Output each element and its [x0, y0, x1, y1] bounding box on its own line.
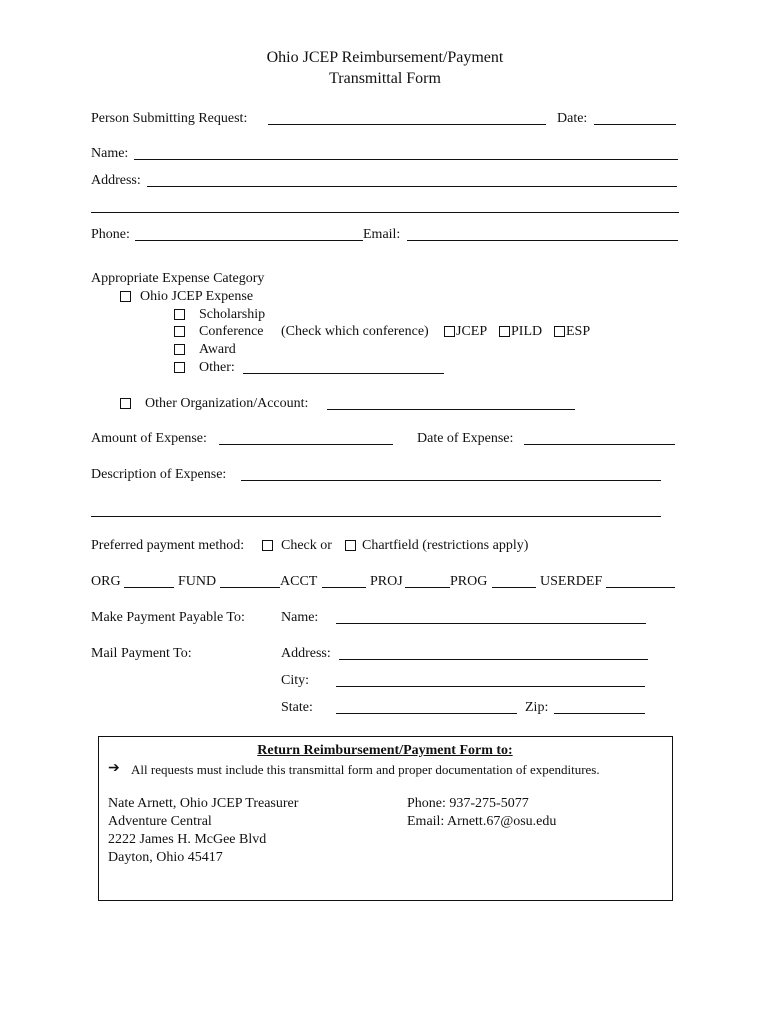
proj-field[interactable] — [405, 587, 450, 588]
ohio-jcep-expense-checkbox[interactable] — [120, 291, 131, 302]
email-field[interactable] — [407, 240, 678, 241]
contact-organization: Adventure Central — [108, 814, 212, 829]
contact-phone: Phone: 937-275-5077 — [407, 796, 529, 811]
address-label: Address: — [91, 173, 141, 188]
userdef-label: USERDEF — [540, 574, 603, 589]
contact-name: Nate Arnett, Ohio JCEP Treasurer — [108, 796, 299, 811]
payable-name-label: Name: — [281, 610, 319, 625]
payable-to-label: Make Payment Payable To: — [91, 610, 245, 625]
arrow-icon: ➔ — [108, 761, 120, 776]
check-which-conference-label: (Check which conference) — [281, 324, 429, 339]
phone-field[interactable] — [135, 240, 363, 241]
scholarship-checkbox[interactable] — [174, 309, 185, 320]
city-label: City: — [281, 673, 310, 688]
person-submitting-label: Person Submitting Request: — [91, 111, 248, 126]
pild-label: PILD — [511, 324, 543, 339]
name-label: Name: — [91, 146, 129, 161]
esp-label: ESP — [566, 324, 591, 339]
fund-label: FUND — [178, 574, 217, 589]
proj-label: PROJ — [370, 574, 403, 589]
org-label: ORG — [91, 574, 121, 589]
check-payment-checkbox[interactable] — [262, 540, 273, 551]
form-title-line1: Ohio JCEP Reimbursement/Payment — [266, 49, 504, 66]
conference-checkbox[interactable] — [174, 326, 185, 337]
contact-street: 2222 James H. McGee Blvd — [108, 832, 267, 847]
state-label: State: — [281, 700, 313, 715]
description-of-expense-label: Description of Expense: — [91, 467, 227, 482]
other-checkbox[interactable] — [174, 362, 185, 373]
preferred-payment-label: Preferred payment method: — [91, 538, 245, 553]
conference-label: Conference — [199, 324, 264, 339]
return-box-note: All requests must include this transmittal form and proper documentation of expenditures. — [131, 762, 600, 777]
other-label: Other: — [199, 360, 235, 375]
mail-address-label: Address: — [281, 646, 331, 661]
return-box-heading: Return Reimbursement/Payment Form to: — [257, 743, 513, 758]
jcep-label: JCEP — [456, 324, 488, 339]
contact-city: Dayton, Ohio 45417 — [108, 850, 223, 865]
prog-label: PROG — [450, 574, 488, 589]
prog-field[interactable] — [492, 587, 536, 588]
chartfield-checkbox[interactable] — [345, 540, 356, 551]
other-organization-checkbox[interactable] — [120, 398, 131, 409]
date-label: Date: — [557, 111, 588, 126]
jcep-checkbox[interactable] — [444, 326, 455, 337]
city-field[interactable] — [336, 686, 645, 687]
other-organization-field[interactable] — [327, 409, 575, 410]
acct-label: ACCT — [280, 574, 318, 589]
name-field[interactable] — [134, 159, 678, 160]
email-label: Email: — [363, 227, 401, 242]
zip-label: Zip: — [525, 700, 549, 715]
description-of-expense-field[interactable] — [241, 480, 661, 481]
state-field[interactable] — [336, 713, 517, 714]
ohio-jcep-expense-label: Ohio JCEP Expense — [140, 289, 254, 304]
amount-of-expense-label: Amount of Expense: — [91, 431, 207, 446]
address-line-2-field[interactable] — [91, 212, 679, 213]
amount-of-expense-field[interactable] — [219, 444, 393, 445]
date-of-expense-label: Date of Expense: — [417, 431, 514, 446]
other-organization-label: Other Organization/Account: — [145, 396, 309, 411]
award-checkbox[interactable] — [174, 344, 185, 355]
date-field[interactable] — [594, 124, 676, 125]
contact-email[interactable]: Email: Arnett.67@osu.edu — [407, 814, 557, 829]
org-field[interactable] — [124, 587, 174, 588]
zip-field[interactable] — [554, 713, 645, 714]
scholarship-label: Scholarship — [199, 307, 266, 322]
pild-checkbox[interactable] — [499, 326, 510, 337]
mail-payment-label: Mail Payment To: — [91, 646, 192, 661]
chartfield-label: Chartfield (restrictions apply) — [362, 538, 529, 553]
other-field[interactable] — [243, 373, 444, 374]
person-submitting-field[interactable] — [268, 124, 546, 125]
description-line-2-field[interactable] — [91, 516, 661, 517]
check-payment-label: Check or — [281, 538, 332, 553]
phone-label: Phone: — [91, 227, 130, 242]
payable-name-field[interactable] — [336, 623, 646, 624]
userdef-field[interactable] — [606, 587, 675, 588]
esp-checkbox[interactable] — [554, 326, 565, 337]
fund-field[interactable] — [220, 587, 280, 588]
address-field[interactable] — [147, 186, 677, 187]
expense-category-heading: Appropriate Expense Category — [91, 271, 265, 286]
form-title-line2: Transmittal Form — [329, 70, 441, 87]
acct-field[interactable] — [322, 587, 366, 588]
mail-address-field[interactable] — [339, 659, 648, 660]
date-of-expense-field[interactable] — [524, 444, 675, 445]
award-label: Award — [199, 342, 236, 357]
